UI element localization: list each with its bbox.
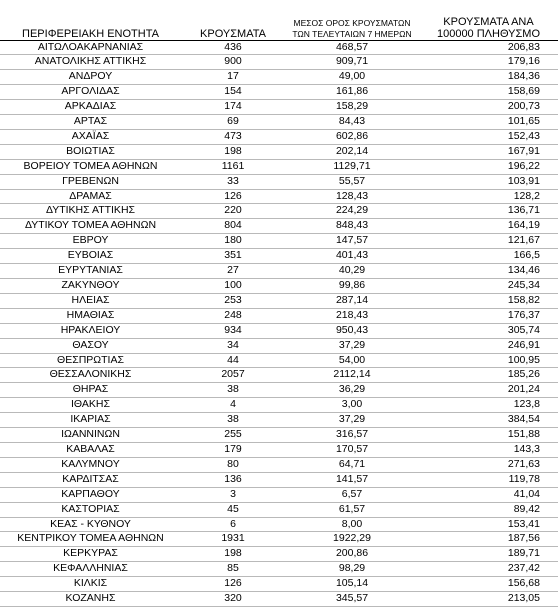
avg-7day-cell: 49,00 bbox=[285, 70, 419, 85]
region-cell: ΕΥΒΟΙΑΣ bbox=[0, 249, 181, 264]
cases-cell: 179 bbox=[181, 442, 285, 457]
region-cell: ΚΑΡΔΙΤΣΑΣ bbox=[0, 472, 181, 487]
cases-cell: 4 bbox=[181, 398, 285, 413]
avg-7day-cell: 200,86 bbox=[285, 547, 419, 562]
region-cell: ΚΑΒΑΛΑΣ bbox=[0, 442, 181, 457]
per-100k-cell: 176,37 bbox=[419, 308, 558, 323]
avg-7day-cell: 147,57 bbox=[285, 234, 419, 249]
region-cell: ΚΕΝΤΡΙΚΟΥ ΤΟΜΕΑ ΑΘΗΝΩΝ bbox=[0, 532, 181, 547]
cases-cell: 27 bbox=[181, 264, 285, 279]
table-row bbox=[0, 279, 558, 294]
per-100k-cell: 156,68 bbox=[419, 577, 558, 592]
region-cell: ΑΝΔΡΟΥ bbox=[0, 70, 181, 85]
avg-7day-cell: 37,29 bbox=[285, 413, 419, 428]
per-100k-cell: 184,36 bbox=[419, 70, 558, 85]
cases-cell: 174 bbox=[181, 100, 285, 115]
region-cell: ΔΡΑΜΑΣ bbox=[0, 189, 181, 204]
table-row bbox=[0, 234, 558, 249]
table-row bbox=[0, 442, 558, 457]
avg-7day-cell: 2112,14 bbox=[285, 368, 419, 383]
header-cases: ΚΡΟΥΣΜΑΤΑ bbox=[181, 10, 285, 40]
region-cell: ΚΙΛΚΙΣ bbox=[0, 577, 181, 592]
region-cell: ΘΕΣΠΡΩΤΙΑΣ bbox=[0, 353, 181, 368]
avg-7day-cell: 161,86 bbox=[285, 85, 419, 100]
table-row bbox=[0, 502, 558, 517]
table-row bbox=[0, 129, 558, 144]
per-100k-cell: 213,05 bbox=[419, 592, 558, 607]
region-cell: ΑΡΓΟΛΙΔΑΣ bbox=[0, 85, 181, 100]
region-cell: ΚΑΡΠΑΘΟΥ bbox=[0, 487, 181, 502]
avg-7day-cell: 224,29 bbox=[285, 204, 419, 219]
per-100k-cell: 201,24 bbox=[419, 383, 558, 398]
avg-7day-cell: 64,71 bbox=[285, 457, 419, 472]
per-100k-cell: 305,74 bbox=[419, 323, 558, 338]
avg-7day-cell: 141,57 bbox=[285, 472, 419, 487]
region-cell: ΗΜΑΘΙΑΣ bbox=[0, 308, 181, 323]
per-100k-cell: 196,22 bbox=[419, 159, 558, 174]
table-row bbox=[0, 204, 558, 219]
avg-7day-cell: 6,57 bbox=[285, 487, 419, 502]
cases-cell: 351 bbox=[181, 249, 285, 264]
table-row bbox=[0, 264, 558, 279]
avg-7day-cell: 128,43 bbox=[285, 189, 419, 204]
cases-cell: 2057 bbox=[181, 368, 285, 383]
cases-cell: 34 bbox=[181, 338, 285, 353]
header-cases-per-100k-text: ΚΡΟΥΣΜΑΤΑ ΑΝΑ 100000 ΠΛΗΘΥΣΜΟ bbox=[436, 15, 541, 40]
table-row bbox=[0, 562, 558, 577]
cases-cell: 180 bbox=[181, 234, 285, 249]
table-row bbox=[0, 189, 558, 204]
cases-cell: 154 bbox=[181, 85, 285, 100]
per-100k-cell: 237,42 bbox=[419, 562, 558, 577]
per-100k-cell: 179,16 bbox=[419, 55, 558, 70]
avg-7day-cell: 202,14 bbox=[285, 144, 419, 159]
table-row bbox=[0, 353, 558, 368]
cases-cell: 1161 bbox=[181, 159, 285, 174]
cases-cell: 198 bbox=[181, 144, 285, 159]
cases-cell: 44 bbox=[181, 353, 285, 368]
cases-cell: 6 bbox=[181, 517, 285, 532]
avg-7day-cell: 40,29 bbox=[285, 264, 419, 279]
table-row bbox=[0, 413, 558, 428]
region-cell: ΘΕΣΣΑΛΟΝΙΚΗΣ bbox=[0, 368, 181, 383]
region-cell: ΚΑΣΤΟΡΙΑΣ bbox=[0, 502, 181, 517]
cases-cell: 220 bbox=[181, 204, 285, 219]
cases-cell: 33 bbox=[181, 174, 285, 189]
cases-cell: 804 bbox=[181, 219, 285, 234]
per-100k-cell: 164,19 bbox=[419, 219, 558, 234]
region-cell: ΔΥΤΙΚΟΥ ΤΟΜΕΑ ΑΘΗΝΩΝ bbox=[0, 219, 181, 234]
table-body bbox=[0, 40, 558, 606]
table-row bbox=[0, 249, 558, 264]
per-100k-cell: 101,65 bbox=[419, 115, 558, 130]
cases-cell: 38 bbox=[181, 383, 285, 398]
table-row bbox=[0, 293, 558, 308]
avg-7day-cell: 468,57 bbox=[285, 40, 419, 55]
table-row bbox=[0, 383, 558, 398]
table-row bbox=[0, 55, 558, 70]
avg-7day-cell: 98,29 bbox=[285, 562, 419, 577]
region-cell: ΙΘΑΚΗΣ bbox=[0, 398, 181, 413]
header-row bbox=[0, 10, 558, 40]
per-100k-cell: 384,54 bbox=[419, 413, 558, 428]
table-row bbox=[0, 100, 558, 115]
table-row bbox=[0, 428, 558, 443]
cases-cell: 136 bbox=[181, 472, 285, 487]
region-cell: ΑΝΑΤΟΛΙΚΗΣ ΑΤΤΙΚΗΣ bbox=[0, 55, 181, 70]
per-100k-cell: 187,56 bbox=[419, 532, 558, 547]
avg-7day-cell: 316,57 bbox=[285, 428, 419, 443]
table-row bbox=[0, 323, 558, 338]
table-row bbox=[0, 517, 558, 532]
avg-7day-cell: 84,43 bbox=[285, 115, 419, 130]
avg-7day-cell: 170,57 bbox=[285, 442, 419, 457]
region-cell: ΕΥΡΥΤΑΝΙΑΣ bbox=[0, 264, 181, 279]
avg-7day-cell: 218,43 bbox=[285, 308, 419, 323]
table-row bbox=[0, 368, 558, 383]
region-cell: ΚΟΖΑΝΗΣ bbox=[0, 592, 181, 607]
header-cases-per-100k bbox=[419, 10, 558, 40]
region-cell: ΚΕΡΚΥΡΑΣ bbox=[0, 547, 181, 562]
avg-7day-cell: 1129,71 bbox=[285, 159, 419, 174]
cases-cell: 3 bbox=[181, 487, 285, 502]
table-row bbox=[0, 219, 558, 234]
cases-cell: 198 bbox=[181, 547, 285, 562]
avg-7day-cell: 8,00 bbox=[285, 517, 419, 532]
per-100k-cell: 200,73 bbox=[419, 100, 558, 115]
per-100k-cell: 128,2 bbox=[419, 189, 558, 204]
table-row bbox=[0, 592, 558, 607]
per-100k-cell: 185,26 bbox=[419, 368, 558, 383]
per-100k-cell: 143,3 bbox=[419, 442, 558, 457]
per-100k-cell: 136,71 bbox=[419, 204, 558, 219]
per-100k-cell: 134,46 bbox=[419, 264, 558, 279]
cases-cell: 248 bbox=[181, 308, 285, 323]
table-row bbox=[0, 577, 558, 592]
cases-cell: 17 bbox=[181, 70, 285, 85]
table-row bbox=[0, 338, 558, 353]
cases-cell: 69 bbox=[181, 115, 285, 130]
avg-7day-cell: 1922,29 bbox=[285, 532, 419, 547]
region-cell: ΙΩΑΝΝΙΝΩΝ bbox=[0, 428, 181, 443]
per-100k-cell: 123,8 bbox=[419, 398, 558, 413]
per-100k-cell: 41,04 bbox=[419, 487, 558, 502]
per-100k-cell: 206,83 bbox=[419, 40, 558, 55]
avg-7day-cell: 3,00 bbox=[285, 398, 419, 413]
region-cell: ΚΕΑΣ - ΚΥΘΝΟΥ bbox=[0, 517, 181, 532]
cases-cell: 436 bbox=[181, 40, 285, 55]
region-cell: ΙΚΑΡΙΑΣ bbox=[0, 413, 181, 428]
region-cell: ΚΑΛΥΜΝΟΥ bbox=[0, 457, 181, 472]
region-cell: ΒΟΡΕΙΟΥ ΤΟΜΕΑ ΑΘΗΝΩΝ bbox=[0, 159, 181, 174]
table-row bbox=[0, 174, 558, 189]
region-cell: ΕΒΡΟΥ bbox=[0, 234, 181, 249]
per-100k-cell: 119,78 bbox=[419, 472, 558, 487]
per-100k-cell: 158,69 bbox=[419, 85, 558, 100]
per-100k-cell: 153,41 bbox=[419, 517, 558, 532]
header-7day-average bbox=[285, 10, 419, 40]
avg-7day-cell: 401,43 bbox=[285, 249, 419, 264]
avg-7day-cell: 602,86 bbox=[285, 129, 419, 144]
avg-7day-cell: 54,00 bbox=[285, 353, 419, 368]
table-row bbox=[0, 457, 558, 472]
table-row bbox=[0, 487, 558, 502]
table-row bbox=[0, 308, 558, 323]
per-100k-cell: 158,82 bbox=[419, 293, 558, 308]
table-row bbox=[0, 547, 558, 562]
avg-7day-cell: 55,57 bbox=[285, 174, 419, 189]
cases-cell: 126 bbox=[181, 189, 285, 204]
avg-7day-cell: 950,43 bbox=[285, 323, 419, 338]
avg-7day-cell: 909,71 bbox=[285, 55, 419, 70]
per-100k-cell: 103,91 bbox=[419, 174, 558, 189]
region-cell: ΚΕΦΑΛΛΗΝΙΑΣ bbox=[0, 562, 181, 577]
region-cell: ΗΛΕΙΑΣ bbox=[0, 293, 181, 308]
cases-cell: 1931 bbox=[181, 532, 285, 547]
region-cell: ΓΡΕΒΕΝΩΝ bbox=[0, 174, 181, 189]
per-100k-cell: 245,34 bbox=[419, 279, 558, 294]
cases-cell: 100 bbox=[181, 279, 285, 294]
avg-7day-cell: 158,29 bbox=[285, 100, 419, 115]
per-100k-cell: 100,95 bbox=[419, 353, 558, 368]
table-row bbox=[0, 70, 558, 85]
cases-cell: 253 bbox=[181, 293, 285, 308]
cases-cell: 320 bbox=[181, 592, 285, 607]
table-row bbox=[0, 144, 558, 159]
table-row bbox=[0, 85, 558, 100]
cases-cell: 45 bbox=[181, 502, 285, 517]
per-100k-cell: 189,71 bbox=[419, 547, 558, 562]
cases-cell: 934 bbox=[181, 323, 285, 338]
region-cell: ΘΗΡΑΣ bbox=[0, 383, 181, 398]
region-cell: ΔΥΤΙΚΗΣ ΑΤΤΙΚΗΣ bbox=[0, 204, 181, 219]
per-100k-cell: 166,5 bbox=[419, 249, 558, 264]
avg-7day-cell: 99,86 bbox=[285, 279, 419, 294]
region-cell: ΒΟΙΩΤΙΑΣ bbox=[0, 144, 181, 159]
region-cell: ΑΡΚΑΔΙΑΣ bbox=[0, 100, 181, 115]
cases-cell: 85 bbox=[181, 562, 285, 577]
avg-7day-cell: 345,57 bbox=[285, 592, 419, 607]
header-region: ΠΕΡΙΦΕΡΕΙΑΚΗ ΕΝΟΤΗΤΑ bbox=[0, 10, 181, 40]
table-row bbox=[0, 532, 558, 547]
table-row bbox=[0, 40, 558, 55]
table-row bbox=[0, 398, 558, 413]
cases-cell: 473 bbox=[181, 129, 285, 144]
avg-7day-cell: 105,14 bbox=[285, 577, 419, 592]
per-100k-cell: 89,42 bbox=[419, 502, 558, 517]
table-row bbox=[0, 472, 558, 487]
avg-7day-cell: 287,14 bbox=[285, 293, 419, 308]
per-100k-cell: 271,63 bbox=[419, 457, 558, 472]
cases-cell: 38 bbox=[181, 413, 285, 428]
avg-7day-cell: 37,29 bbox=[285, 338, 419, 353]
per-100k-cell: 167,91 bbox=[419, 144, 558, 159]
per-100k-cell: 152,43 bbox=[419, 129, 558, 144]
region-cell: ΑΡΤΑΣ bbox=[0, 115, 181, 130]
region-cell: ΑΧΑΪΑΣ bbox=[0, 129, 181, 144]
avg-7day-cell: 61,57 bbox=[285, 502, 419, 517]
per-100k-cell: 246,91 bbox=[419, 338, 558, 353]
cases-table bbox=[0, 10, 558, 607]
cases-cell: 126 bbox=[181, 577, 285, 592]
region-cell: ΗΡΑΚΛΕΙΟΥ bbox=[0, 323, 181, 338]
cases-cell: 80 bbox=[181, 457, 285, 472]
region-cell: ΑΙΤΩΛΟΑΚΑΡΝΑΝΙΑΣ bbox=[0, 40, 181, 55]
per-100k-cell: 151,88 bbox=[419, 428, 558, 443]
cases-cell: 900 bbox=[181, 55, 285, 70]
cases-cell: 255 bbox=[181, 428, 285, 443]
avg-7day-cell: 36,29 bbox=[285, 383, 419, 398]
table-row bbox=[0, 159, 558, 174]
region-cell: ΖΑΚΥΝΘΟΥ bbox=[0, 279, 181, 294]
avg-7day-cell: 848,43 bbox=[285, 219, 419, 234]
per-100k-cell: 121,67 bbox=[419, 234, 558, 249]
table-row bbox=[0, 115, 558, 130]
header-7day-average-text: ΜΕΣΟΣ ΟΡΟΣ ΚΡΟΥΣΜΑΤΩΝ ΤΩΝ ΤΕΛΕΥΤΑΙΩΝ 7 ΗΜΕΡΩΝ bbox=[292, 17, 412, 39]
region-cell: ΘΑΣΟΥ bbox=[0, 338, 181, 353]
